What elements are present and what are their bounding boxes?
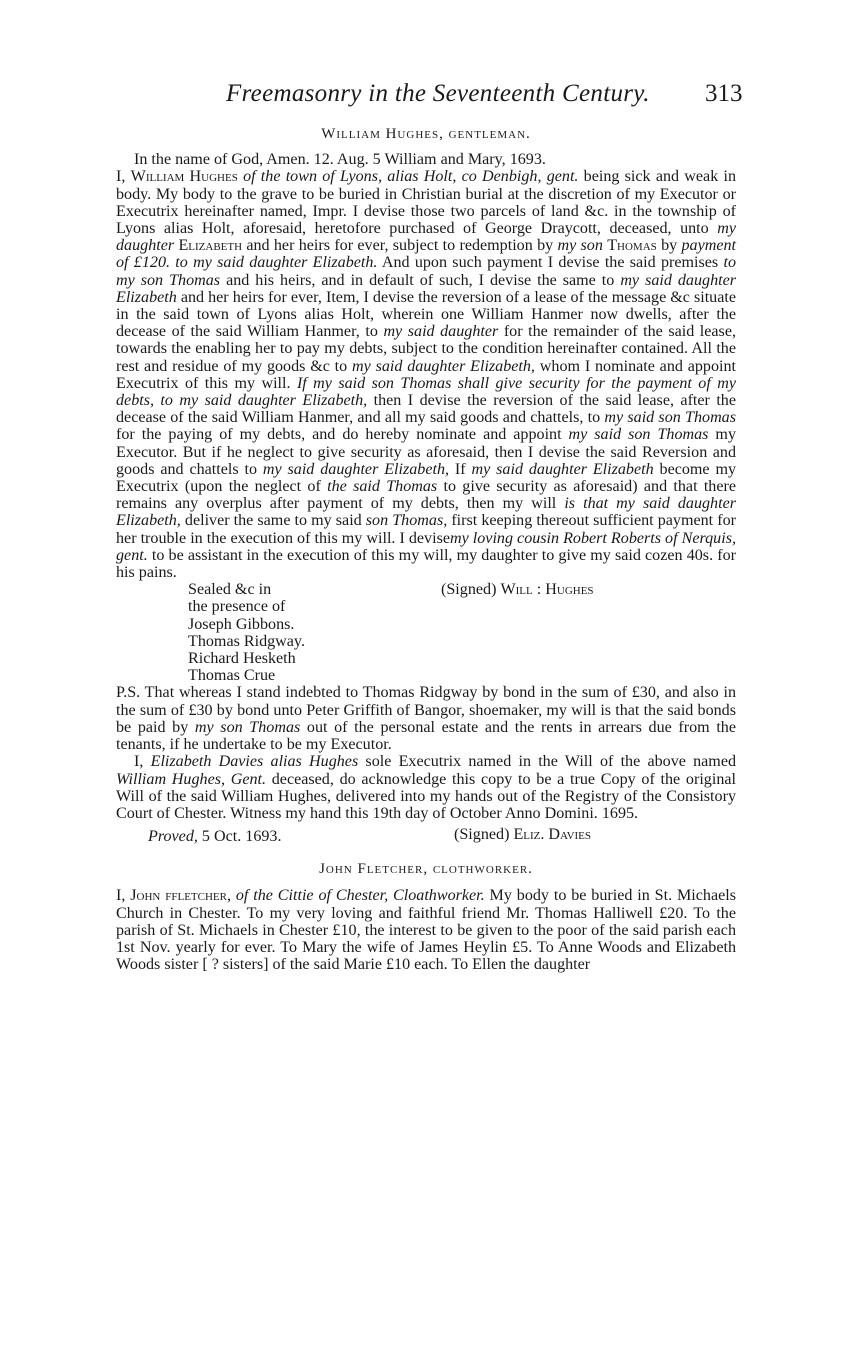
proved-row: [116, 826, 736, 846]
text-run: for the paying of my debts, and do hereby nominate and appoint: [116, 426, 569, 444]
italic-run: is that my said daughter Elizabeth,: [116, 495, 736, 530]
italic-run: the said Thomas: [327, 478, 438, 496]
text-run: out of the personal estate and the rents in arrears due from the tenants, if he undertake to be my Executor.: [116, 718, 736, 754]
text-run: become my Executrix (upon the neglect of: [116, 460, 737, 496]
italic-run: my daughter: [116, 220, 736, 255]
signed-label: (Signed): [441, 581, 501, 599]
signed-label: (Signed): [454, 826, 514, 844]
italic-run: of the Cittie of Chester, Cloathworker.: [235, 887, 485, 905]
witness-line: Richard Hesketh: [188, 650, 296, 668]
text-run: I,: [134, 753, 151, 771]
will-paragraph-fletcher: [116, 887, 736, 973]
section-heading-fletcher: John Fletcher, clothworker.: [319, 861, 533, 878]
italic-run: payment of £120. to my said daughter Elizabeth.: [116, 237, 737, 272]
witness-line: the presence of: [188, 598, 286, 616]
sealed-line: Sealed &c in: [188, 581, 272, 599]
witness-line: Thomas Crue: [188, 667, 276, 685]
text-run: to be assistant in the execution of this my will, my daughter to give my said cozen 40s. for his pains.: [116, 546, 736, 582]
text-run: for the remainder of the said lease, towards the enabling her to pay my debts, subject to the condition hereinafter contained. All the rest and residue of my goods &c to: [116, 323, 736, 375]
postscript-paragraph: [116, 684, 736, 753]
running-head: [0, 80, 852, 114]
italic-run: to my son Thomas: [116, 254, 736, 289]
small-caps-run: Thomas: [607, 237, 657, 255]
testator-name: William Hughes: [130, 168, 238, 186]
text-run: by: [656, 237, 682, 255]
text-run: to give security as aforesaid) and that there remains any overplus after payment of my debts, then my will: [116, 478, 736, 513]
italic-run: my son Thomas: [194, 718, 301, 736]
proved-label: Proved,: [148, 828, 198, 846]
section-heading-hughes: William Hughes, gentleman.: [321, 126, 531, 142]
italic-run: my said son Thomas: [568, 426, 709, 444]
page-body: [116, 126, 736, 973]
proved-date: [148, 828, 282, 845]
text-run: P.S. That whereas I stand indebted to Thomas Ridgway by bond in the sum of £30, and also in the sum of £30 by bond unto Peter Griffith of Bangor, shoemaker, my will is that the said bonds be paid by: [116, 684, 736, 736]
signed-eliz-davies: [454, 826, 591, 843]
text-run: My body to be buried in St. Michaels Church in Chester. To my very loving and faithful friend Mr. Thomas Halliwell £20. To the parish of St. Michaels in Chester £10, the interest to be given to the poor of the said parish each 1st Nov. yearly for ever. To Mary the wife of James Heylin £5. To Anne Woods and Elizabeth Woods sister [ ? sisters] of the said Marie £10 each. To Ellen the daughter: [116, 887, 736, 974]
witness-line: Joseph Gibbons.: [188, 615, 295, 633]
italic-run: If my said son Thomas shall give security for the payment of my debts, to my said daughter Elizabeth,: [116, 374, 736, 410]
italic-run: my said daughter Elizabeth,: [262, 460, 450, 478]
testator-name: John ffletcher,: [130, 887, 231, 905]
text-run: and her heirs for ever, Item, I devise the reversion of a lease of the message &c situate in the said town of Lyons alias Holt, wherein one William Hanmer now dwells, after the decease of the said William Hanmer, to: [116, 288, 736, 341]
signatory-name: Eliz. Davies: [513, 826, 592, 844]
italic-run: son Thomas,: [365, 512, 448, 530]
text-run: first keeping thereout sufficient payment for her trouble in the execution of this my will. I devise: [116, 512, 736, 547]
signatory-name: Will : Hughes: [500, 581, 594, 599]
italic-run: William Hughes, Gent.: [116, 770, 267, 788]
witness-line: Thomas Ridgway.: [188, 632, 305, 650]
signed-will-hughes: [441, 581, 594, 598]
text-run: And upon such payment I devise the said premises: [377, 254, 724, 272]
will-opening: In the name of God, Amen. 12. Aug. 5 William and Mary, 1693.: [134, 151, 546, 169]
text-run: If: [449, 460, 472, 478]
italic-run: Elizabeth Davies alias Hughes: [150, 753, 359, 771]
proved-date-value: 5 Oct. 1693.: [197, 828, 282, 846]
attestation-paragraph: [116, 753, 736, 822]
text-run: and her heirs for ever, subject to redemption by: [242, 237, 558, 255]
italic-run: my said daughter: [383, 323, 499, 341]
text-run: deliver the same to my said: [180, 512, 366, 530]
small-caps-run: Elizabeth: [178, 237, 243, 255]
text-run: I,: [116, 887, 131, 905]
text-run: and his heirs, and in default of such, I devise the same to: [220, 271, 621, 289]
italic-run: my said daughter Elizabeth: [116, 271, 736, 306]
page-number: 313: [705, 80, 743, 107]
italic-run: my son: [557, 237, 603, 255]
italic-run: my said daughter Elizabeth: [471, 460, 654, 478]
text-run: my Executor. But if he neglect to give security as aforesaid, then I devise the said Reversion and goods and chattels to: [116, 426, 736, 478]
text-run: I,: [116, 168, 131, 186]
text-run: whom I nominate and appoint Executrix of this my will.: [116, 357, 736, 392]
text-run: being sick and weak in body. My body to the grave to be buried in Christian burial at the discretion of my Executor or Executrix hereinafter named, Impr. I devise those two parcels of land &c. in the township of Lyons alias Holt, aforesaid, heretofore purchased of George Draycott, deceased, unto: [116, 168, 736, 238]
italic-run: my said daughter Elizabeth,: [352, 357, 535, 375]
will-paragraph-hughes: [116, 168, 736, 581]
signature-row: [116, 581, 736, 598]
italic-run: my said son Thomas: [604, 409, 736, 427]
text-run: sole Executrix named in the Will of the above named: [358, 753, 737, 771]
italic-run: my loving cousin Robert Roberts of Nerquis, gent.: [116, 529, 736, 564]
text-run: then I devise the reversion of the said lease, after the decease of the said William Hanmer, and all my said goods and chattels, to: [116, 392, 736, 427]
running-title: Freemasonry in the Seventeenth Century.: [226, 80, 650, 107]
italic-run: of the town of Lyons, alias Holt, co Denbigh, gent.: [243, 168, 579, 186]
text-run: deceased, do acknowledge this copy to be a true Copy of the original Will of the said William Hughes, delivered into my hands out of the Registry of the Consistory Court of Chester. Witness my hand this 19th day of October Anno Domini. 1695.: [116, 770, 736, 822]
